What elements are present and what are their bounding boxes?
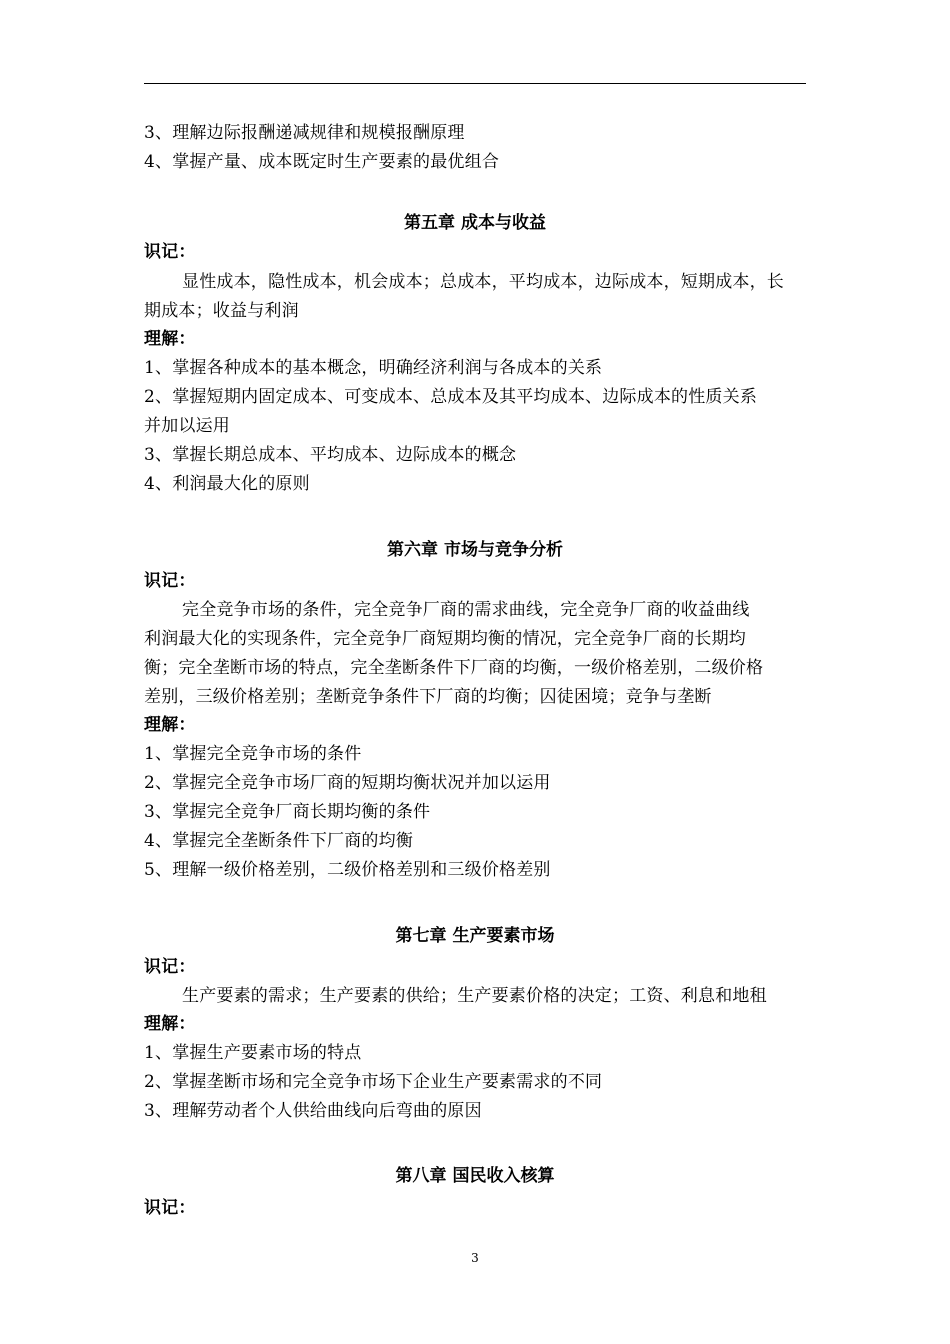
recall-text: 利润最大化的实现条件，完全竞争厂商短期均衡的情况，完全竞争厂商的长期均 <box>144 629 746 649</box>
list-item: 2、掌握短期内固定成本、可变成本、总成本及其平均成本、边际成本的性质关系 <box>144 387 758 407</box>
recall-label: 识记： <box>144 571 196 591</box>
list-item: 1、掌握各种成本的基本概念，明确经济利润与各成本的关系 <box>144 358 603 378</box>
list-item: 3、掌握完全竞争厂商长期均衡的条件 <box>144 802 431 822</box>
list-item: 4、掌握产量、成本既定时生产要素的最优组合 <box>144 152 500 172</box>
recall-label: 识记： <box>144 1198 196 1218</box>
list-item: 2、掌握垄断市场和完全竞争市场下企业生产要素需求的不同 <box>144 1072 603 1092</box>
recall-text: 衡；完全垄断市场的特点，完全垄断条件下厂商的均衡，一级价格差别，二级价格 <box>144 658 764 678</box>
list-item: 2、掌握完全竞争市场厂商的短期均衡状况并加以运用 <box>144 773 551 793</box>
list-item: 3、理解边际报酬递减规律和规模报酬原理 <box>144 123 465 143</box>
recall-label: 识记： <box>144 242 196 262</box>
page-number: 3 <box>471 1251 479 1265</box>
chapter-6-title: 第六章 市场与竞争分析 <box>387 540 563 560</box>
list-item: 3、理解劳动者个人供给曲线向后弯曲的原因 <box>144 1101 482 1121</box>
list-item: 4、利润最大化的原则 <box>144 474 310 494</box>
list-item: 1、掌握生产要素市场的特点 <box>144 1043 362 1063</box>
understand-label: 理解： <box>144 1014 196 1034</box>
understand-label: 理解： <box>144 329 196 349</box>
list-item: 4、掌握完全垄断条件下厂商的均衡 <box>144 831 414 851</box>
header-rule <box>144 83 806 84</box>
list-item: 5、理解一级价格差别，二级价格差别和三级价格差别 <box>144 860 551 880</box>
recall-text: 差别，三级价格差别；垄断竞争条件下厂商的均衡；囚徒困境；竞争与垄断 <box>144 687 712 707</box>
recall-text: 显性成本，隐性成本，机会成本；总成本，平均成本，边际成本，短期成本，长 <box>182 272 784 292</box>
list-item: 3、掌握长期总成本、平均成本、边际成本的概念 <box>144 445 517 465</box>
understand-label: 理解： <box>144 715 196 735</box>
recall-text: 生产要素的需求；生产要素的供给；生产要素价格的决定；工资、利息和地租 <box>182 986 767 1006</box>
recall-text: 完全竞争市场的条件，完全竞争厂商的需求曲线，完全竞争厂商的收益曲线 <box>182 600 750 620</box>
list-item: 并加以运用 <box>144 416 230 436</box>
list-item: 1、掌握完全竞争市场的条件 <box>144 744 362 764</box>
chapter-7-title: 第七章 生产要素市场 <box>395 926 555 946</box>
chapter-8-title: 第八章 国民收入核算 <box>395 1166 555 1186</box>
chapter-5-title: 第五章 成本与收益 <box>404 213 546 233</box>
recall-text: 期成本；收益与利润 <box>144 301 299 321</box>
recall-label: 识记： <box>144 957 196 977</box>
